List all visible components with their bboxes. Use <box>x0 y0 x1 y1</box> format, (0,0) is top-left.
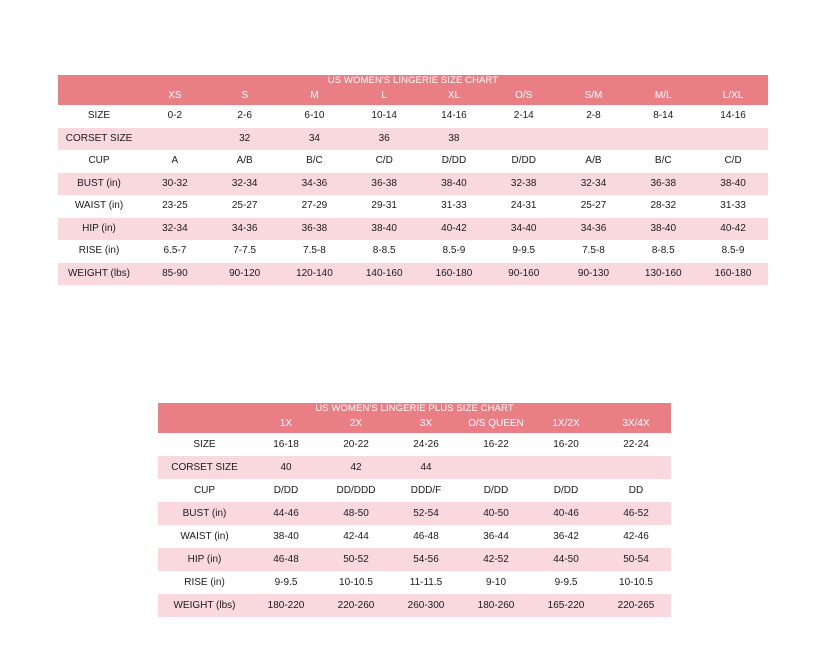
regular-size-chart <box>58 75 768 285</box>
table-cell <box>559 128 629 151</box>
table-cell: 180-220 <box>251 594 321 617</box>
table-cell: 32-34 <box>140 218 210 241</box>
table-cell: 30-32 <box>140 173 210 196</box>
table-cell: 14-16 <box>720 110 746 121</box>
table-cell: 38-40 <box>419 173 489 196</box>
table-cell: 2-8 <box>586 110 601 121</box>
table-cell: 22-24 <box>623 439 649 450</box>
table-cell: 38-40 <box>349 218 419 241</box>
table-cell: 34-36 <box>280 173 350 196</box>
table-cell: 9-9.5 <box>274 577 298 588</box>
table-cell: 27-29 <box>301 200 328 211</box>
row-label: CORSET SIZE <box>58 128 140 151</box>
table-cell: D/DD <box>553 485 579 496</box>
table-cell: 120-140 <box>280 263 350 286</box>
table-cell: 14-16 <box>441 110 467 121</box>
chart-title: US WOMEN'S LINGERIE PLUS SIZE CHART <box>158 403 671 415</box>
table-cell: 9-9.5 <box>554 577 578 588</box>
table-cell <box>601 456 671 479</box>
header-corner <box>58 87 140 105</box>
table-cell: 42-46 <box>623 531 649 542</box>
table-cell: 38-40 <box>273 531 299 542</box>
table-cell: 42-44 <box>343 531 369 542</box>
table-cell: 220-265 <box>601 594 671 617</box>
row-label: HIP (in) <box>158 548 251 571</box>
table-cell: C/D <box>375 155 393 166</box>
column-header: M <box>280 87 350 105</box>
chart-title-row <box>58 75 768 87</box>
table-cell: 2-6 <box>237 110 252 121</box>
row-label: HIP (in) <box>58 218 140 241</box>
column-header: 2X <box>321 415 391 433</box>
row-label: WAIST (in) <box>74 200 124 211</box>
row-label: WEIGHT (lbs) <box>158 594 251 617</box>
table-cell: 31-33 <box>720 200 746 211</box>
table-cell: 34-40 <box>489 218 559 241</box>
table-cell: 50-52 <box>321 548 391 571</box>
column-header: 3X <box>391 415 461 433</box>
chart-title: US WOMEN'S LINGERIE SIZE CHART <box>58 75 768 87</box>
table-cell: 90-120 <box>210 263 280 286</box>
table-cell: 8-14 <box>653 110 674 121</box>
table-cell: D/DD <box>511 155 536 166</box>
row-label: BUST (in) <box>158 502 251 525</box>
table-cell: 24-31 <box>510 200 537 211</box>
table-cell: A/B <box>585 155 602 166</box>
column-header: XS <box>140 87 210 105</box>
table-row <box>158 456 671 479</box>
table-cell: 24-26 <box>413 439 439 450</box>
table-cell: B/C <box>654 155 672 166</box>
table-cell <box>489 128 559 151</box>
table-cell: 16-20 <box>553 439 579 450</box>
table-cell: 32-38 <box>489 173 559 196</box>
table-row <box>58 218 768 241</box>
table-row <box>58 195 768 218</box>
table-row <box>58 173 768 196</box>
column-header: O/S QUEEN <box>461 415 531 433</box>
table-cell: 8.5-9 <box>442 245 466 256</box>
table-cell: 40-46 <box>531 502 601 525</box>
row-label: WAIST (in) <box>180 531 229 542</box>
table-cell: 29-31 <box>371 200 397 211</box>
column-header: M/L <box>628 87 698 105</box>
row-label: WEIGHT (lbs) <box>58 263 140 286</box>
table-cell: A <box>171 155 179 166</box>
table-cell: 7-7.5 <box>233 245 257 256</box>
table-cell: 31-33 <box>441 200 467 211</box>
table-row <box>158 594 671 617</box>
column-header: L/XL <box>698 87 768 105</box>
table-cell: 7.5-8 <box>303 245 326 256</box>
table-cell: 36 <box>349 128 419 151</box>
table-cell: 0-2 <box>167 110 183 121</box>
table-cell: 52-54 <box>391 502 461 525</box>
column-header: 1X/2X <box>531 415 601 433</box>
table-cell: 46-48 <box>413 531 439 542</box>
row-label: SIZE <box>193 439 216 450</box>
table-cell: 160-180 <box>698 263 768 286</box>
row-label: CUP <box>193 485 216 496</box>
table-cell: 8.5-9 <box>721 245 745 256</box>
column-header: L <box>349 87 419 105</box>
table-cell: 16-18 <box>273 439 299 450</box>
row-label: BUST (in) <box>58 173 140 196</box>
table-cell: 90-160 <box>489 263 559 286</box>
table-cell: 38-40 <box>698 173 768 196</box>
table-cell: 36-42 <box>553 531 579 542</box>
table-cell: 42 <box>321 456 391 479</box>
table-cell: DDD/F <box>410 485 442 496</box>
table-cell: B/C <box>306 155 323 166</box>
row-label: CUP <box>88 155 110 166</box>
row-label: RISE (in) <box>78 245 120 256</box>
table-cell: 40-42 <box>419 218 489 241</box>
table-cell: 34-36 <box>559 218 629 241</box>
row-label: SIZE <box>87 110 111 121</box>
table-cell: D/DD <box>441 155 467 166</box>
table-cell: 6.5-7 <box>163 245 187 256</box>
table-cell: 6-10 <box>304 110 325 121</box>
table-cell: 38-40 <box>628 218 698 241</box>
table-cell: 44 <box>391 456 461 479</box>
table-row <box>158 479 671 502</box>
table-cell: 36-38 <box>628 173 698 196</box>
column-header-row <box>158 415 671 433</box>
table-cell: 16-22 <box>483 439 509 450</box>
table-cell: 36-44 <box>483 531 509 542</box>
table-row <box>58 128 768 151</box>
table-cell: 10-14 <box>371 110 397 121</box>
table-cell: 44-50 <box>531 548 601 571</box>
table-cell: 11-11.5 <box>409 577 443 588</box>
table-cell: 220-260 <box>321 594 391 617</box>
table-cell: C/D <box>724 155 742 166</box>
table-cell: D/DD <box>483 485 509 496</box>
table-cell: 20-22 <box>343 439 369 450</box>
row-label: CORSET SIZE <box>158 456 251 479</box>
column-header: O/S <box>489 87 559 105</box>
table-cell: 36-38 <box>280 218 350 241</box>
table-row <box>158 502 671 525</box>
table-row <box>158 571 671 594</box>
table-cell: DD/DDD <box>336 485 376 496</box>
table-cell <box>628 128 698 151</box>
table-cell: 180-260 <box>461 594 531 617</box>
table-cell: 7.5-8 <box>582 245 605 256</box>
column-header: 3X/4X <box>601 415 671 433</box>
table-cell: 28-32 <box>650 200 677 211</box>
row-label: RISE (in) <box>184 577 225 588</box>
table-row <box>58 105 768 128</box>
table-cell: 85-90 <box>140 263 210 286</box>
table-cell: 8-8.5 <box>651 245 675 256</box>
table-cell: 42-52 <box>461 548 531 571</box>
table-cell: 40-42 <box>698 218 768 241</box>
column-header: S/M <box>559 87 629 105</box>
table-cell: 10-10.5 <box>339 577 373 588</box>
column-header: XL <box>419 87 489 105</box>
column-header-row <box>58 87 768 105</box>
table-cell: 2-14 <box>513 110 534 121</box>
table-cell: 10-10.5 <box>619 577 653 588</box>
table-cell: 34-36 <box>210 218 280 241</box>
table-cell: 140-160 <box>349 263 419 286</box>
table-cell: 40-50 <box>461 502 531 525</box>
table-cell: 46-48 <box>251 548 321 571</box>
table-cell: 32-34 <box>210 173 280 196</box>
table-cell: 46-52 <box>601 502 671 525</box>
table-cell: 8-8.5 <box>372 245 396 256</box>
table-row <box>158 525 671 548</box>
table-cell: 160-180 <box>419 263 489 286</box>
table-cell <box>140 128 210 151</box>
chart-title-row <box>158 403 671 415</box>
table-cell: 40 <box>251 456 321 479</box>
table-cell: A/B <box>236 155 253 166</box>
table-cell: 130-160 <box>628 263 698 286</box>
table-cell <box>698 128 768 151</box>
header-corner <box>158 415 251 433</box>
table-cell: D/DD <box>273 485 299 496</box>
table-cell: 36-38 <box>349 173 419 196</box>
column-header: 1X <box>251 415 321 433</box>
table-cell: 260-300 <box>391 594 461 617</box>
table-cell: 9-10 <box>485 577 506 588</box>
plus-size-chart <box>158 403 671 617</box>
table-cell: 32-34 <box>559 173 629 196</box>
table-row <box>158 548 671 571</box>
table-cell: 90-130 <box>559 263 629 286</box>
table-cell: 23-25 <box>162 200 188 211</box>
table-cell: 34 <box>280 128 350 151</box>
table-cell: 48-50 <box>321 502 391 525</box>
table-row <box>158 433 671 456</box>
table-cell: 9-9.5 <box>512 245 536 256</box>
table-cell <box>461 456 531 479</box>
table-cell: 38 <box>419 128 489 151</box>
table-row <box>58 240 768 263</box>
table-cell: 25-27 <box>231 200 258 211</box>
table-cell: 32 <box>210 128 280 151</box>
table-cell: 54-56 <box>391 548 461 571</box>
table-cell: 25-27 <box>580 200 607 211</box>
table-row <box>58 263 768 286</box>
table-cell: 165-220 <box>531 594 601 617</box>
table-cell: DD <box>628 485 644 496</box>
column-header: S <box>210 87 280 105</box>
table-cell: 44-46 <box>251 502 321 525</box>
table-cell: 50-54 <box>601 548 671 571</box>
table-row <box>58 150 768 173</box>
table-cell <box>531 456 601 479</box>
